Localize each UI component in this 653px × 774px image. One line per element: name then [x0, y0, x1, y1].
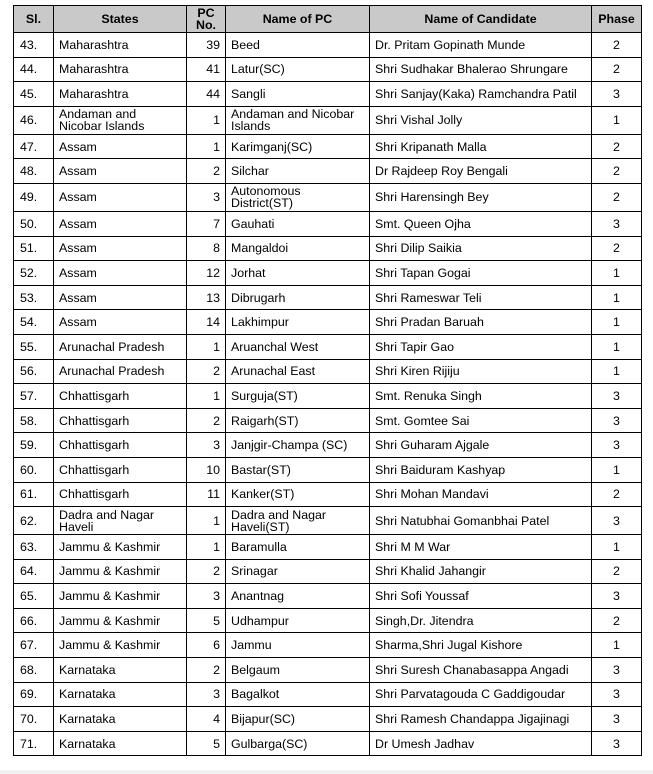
- cell-candidate: Smt. Renuka Singh: [370, 384, 592, 409]
- cell-candidate: Shri Ramesh Chandappa Jigajinagi: [370, 707, 592, 732]
- cell-state: Assam: [54, 236, 187, 261]
- cell-state: Maharashtra: [54, 82, 187, 107]
- cell-state: Jammu & Kashmir: [54, 633, 187, 658]
- cell-candidate: Shri Suresh Chanabasappa Angadi: [370, 658, 592, 683]
- cell-candidate: Shri Kiren Rijiju: [370, 359, 592, 384]
- cell-pc-no: 2: [187, 359, 226, 384]
- table-row: [14, 559, 642, 584]
- cell-sl: 54.: [14, 310, 54, 335]
- cell-candidate: Dr Rajdeep Roy Bengali: [370, 159, 592, 184]
- cell-phase: 3: [592, 82, 642, 107]
- cell-pc-no: 12: [187, 261, 226, 286]
- cell-state: Jammu & Kashmir: [54, 608, 187, 633]
- cell-phase: 1: [592, 457, 642, 482]
- cell-sl: 63.: [14, 535, 54, 560]
- cell-phase: 3: [592, 707, 642, 732]
- cell-pc-name: Autonomous District(ST): [226, 183, 370, 211]
- cell-state: Karnataka: [54, 731, 187, 756]
- cell-pc-no: 10: [187, 457, 226, 482]
- cell-state: Chhattisgarh: [54, 408, 187, 433]
- header-sl: Sl.: [14, 6, 54, 33]
- cell-pc-name: Gauhati: [226, 211, 370, 236]
- cell-phase: 2: [592, 482, 642, 507]
- cell-pc-no: 3: [187, 433, 226, 458]
- cell-pc-name: Andaman and Nicobar Islands: [226, 106, 370, 134]
- cell-phase: 1: [592, 334, 642, 359]
- table-row: [14, 408, 642, 433]
- cell-state: Maharashtra: [54, 57, 187, 82]
- cell-sl: 69.: [14, 682, 54, 707]
- table-row: [14, 608, 642, 633]
- cell-pc-name: Sangli: [226, 82, 370, 107]
- cell-phase: 3: [592, 433, 642, 458]
- cell-sl: 59.: [14, 433, 54, 458]
- cell-pc-no: 1: [187, 507, 226, 535]
- cell-candidate: Sharma,Shri Jugal Kishore: [370, 633, 592, 658]
- cell-state: Jammu & Kashmir: [54, 559, 187, 584]
- cell-pc-name: Latur(SC): [226, 57, 370, 82]
- cell-candidate: Dr. Pritam Gopinath Munde: [370, 33, 592, 58]
- cell-candidate: Dr Umesh Jadhav: [370, 731, 592, 756]
- cell-candidate: Shri Tapir Gao: [370, 334, 592, 359]
- cell-pc-no: 39: [187, 33, 226, 58]
- cell-state: Assam: [54, 211, 187, 236]
- table-row: [14, 334, 642, 359]
- cell-sl: 66.: [14, 608, 54, 633]
- cell-candidate: Shri Baiduram Kashyap: [370, 457, 592, 482]
- table-row: [14, 507, 642, 535]
- cell-phase: 3: [592, 384, 642, 409]
- cell-state: Karnataka: [54, 707, 187, 732]
- table-row: [14, 682, 642, 707]
- cell-sl: 68.: [14, 658, 54, 683]
- cell-sl: 43.: [14, 33, 54, 58]
- cell-phase: 3: [592, 658, 642, 683]
- cell-pc-no: 3: [187, 584, 226, 609]
- cell-pc-name: Belgaum: [226, 658, 370, 683]
- cell-candidate: Shri Sudhakar Bhalerao Shrungare: [370, 57, 592, 82]
- cell-state: Andaman and Nicobar Islands: [54, 106, 187, 134]
- cell-sl: 67.: [14, 633, 54, 658]
- cell-pc-name: Jorhat: [226, 261, 370, 286]
- cell-candidate: Shri Sofi Youssaf: [370, 584, 592, 609]
- table-row: [14, 159, 642, 184]
- page-bottom-band: [0, 770, 653, 774]
- cell-pc-name: Dibrugarh: [226, 285, 370, 310]
- cell-state: Chhattisgarh: [54, 482, 187, 507]
- cell-pc-name: Udhampur: [226, 608, 370, 633]
- cell-pc-no: 41: [187, 57, 226, 82]
- table-row: [14, 359, 642, 384]
- cell-pc-name: Mangaldoi: [226, 236, 370, 261]
- cell-phase: 3: [592, 731, 642, 756]
- cell-pc-no: 1: [187, 334, 226, 359]
- cell-pc-no: 2: [187, 658, 226, 683]
- cell-pc-name: Silchar: [226, 159, 370, 184]
- cell-candidate: Shri Natubhai Gomanbhai Patel: [370, 507, 592, 535]
- cell-state: Assam: [54, 310, 187, 335]
- cell-pc-no: 2: [187, 159, 226, 184]
- cell-candidate: Shri Sanjay(Kaka) Ramchandra Patil: [370, 82, 592, 107]
- cell-sl: 56.: [14, 359, 54, 384]
- cell-pc-name: Janjgir-Champa (SC): [226, 433, 370, 458]
- cell-pc-no: 2: [187, 559, 226, 584]
- cell-state: Assam: [54, 134, 187, 159]
- cell-sl: 55.: [14, 334, 54, 359]
- cell-candidate: Smt. Gomtee Sai: [370, 408, 592, 433]
- cell-phase: 1: [592, 285, 642, 310]
- header-name-of-candidate: Name of Candidate: [370, 6, 592, 33]
- table-row: [14, 384, 642, 409]
- cell-phase: 1: [592, 633, 642, 658]
- cell-state: Jammu & Kashmir: [54, 584, 187, 609]
- cell-phase: 2: [592, 608, 642, 633]
- cell-state: Jammu & Kashmir: [54, 535, 187, 560]
- cell-sl: 65.: [14, 584, 54, 609]
- cell-candidate: Shri Kripanath Malla: [370, 134, 592, 159]
- table-row: [14, 261, 642, 286]
- cell-sl: 62.: [14, 507, 54, 535]
- cell-pc-name: Dadra and Nagar Haveli(ST): [226, 507, 370, 535]
- table-row: [14, 57, 642, 82]
- table-row: [14, 285, 642, 310]
- cell-state: Dadra and Nagar Haveli: [54, 507, 187, 535]
- cell-pc-name: Raigarh(ST): [226, 408, 370, 433]
- cell-pc-name: Jammu: [226, 633, 370, 658]
- cell-pc-name: Baramulla: [226, 535, 370, 560]
- cell-pc-no: 1: [187, 535, 226, 560]
- cell-pc-no: 1: [187, 106, 226, 134]
- cell-pc-no: 11: [187, 482, 226, 507]
- cell-pc-name: Bastar(ST): [226, 457, 370, 482]
- cell-pc-no: 14: [187, 310, 226, 335]
- cell-sl: 58.: [14, 408, 54, 433]
- cell-pc-no: 5: [187, 731, 226, 756]
- cell-sl: 44.: [14, 57, 54, 82]
- table-row: [14, 82, 642, 107]
- cell-sl: 64.: [14, 559, 54, 584]
- cell-sl: 48.: [14, 159, 54, 184]
- table-row: [14, 211, 642, 236]
- cell-sl: 51.: [14, 236, 54, 261]
- table-row: [14, 633, 642, 658]
- cell-pc-name: Anantnag: [226, 584, 370, 609]
- cell-state: Assam: [54, 183, 187, 211]
- cell-state: Karnataka: [54, 658, 187, 683]
- cell-pc-no: 7: [187, 211, 226, 236]
- table-row: [14, 658, 642, 683]
- cell-sl: 49.: [14, 183, 54, 211]
- cell-phase: 2: [592, 183, 642, 211]
- cell-candidate: Shri M M War: [370, 535, 592, 560]
- cell-candidate: Shri Harensingh Bey: [370, 183, 592, 211]
- cell-pc-no: 2: [187, 408, 226, 433]
- cell-pc-name: Bijapur(SC): [226, 707, 370, 732]
- cell-pc-no: 4: [187, 707, 226, 732]
- cell-pc-no: 3: [187, 183, 226, 211]
- cell-phase: 3: [592, 408, 642, 433]
- cell-candidate: Shri Tapan Gogai: [370, 261, 592, 286]
- cell-pc-name: Aruanchal West: [226, 334, 370, 359]
- cell-sl: 50.: [14, 211, 54, 236]
- cell-sl: 60.: [14, 457, 54, 482]
- table-row: [14, 584, 642, 609]
- cell-state: Assam: [54, 285, 187, 310]
- table-row: [14, 457, 642, 482]
- cell-pc-name: Beed: [226, 33, 370, 58]
- cell-state: Assam: [54, 261, 187, 286]
- cell-state: Karnataka: [54, 682, 187, 707]
- cell-pc-no: 1: [187, 384, 226, 409]
- cell-sl: 52.: [14, 261, 54, 286]
- cell-phase: 3: [592, 682, 642, 707]
- table-body: [14, 33, 642, 756]
- cell-state: Chhattisgarh: [54, 433, 187, 458]
- table-row: [14, 310, 642, 335]
- cell-pc-name: Surguja(ST): [226, 384, 370, 409]
- header-states: States: [54, 6, 187, 33]
- table-header-row: [14, 6, 642, 33]
- cell-pc-name: Arunachal East: [226, 359, 370, 384]
- cell-sl: 45.: [14, 82, 54, 107]
- table-row: [14, 707, 642, 732]
- header-phase: Phase: [592, 6, 642, 33]
- cell-candidate: Shri Khalid Jahangir: [370, 559, 592, 584]
- table-row: [14, 482, 642, 507]
- cell-pc-name: Bagalkot: [226, 682, 370, 707]
- cell-phase: 1: [592, 106, 642, 134]
- cell-phase: 3: [592, 211, 642, 236]
- cell-phase: 1: [592, 535, 642, 560]
- cell-state: Chhattisgarh: [54, 384, 187, 409]
- cell-candidate: Shri Vishal Jolly: [370, 106, 592, 134]
- cell-pc-name: Karimganj(SC): [226, 134, 370, 159]
- header-pc-no: PC No.: [187, 6, 226, 33]
- cell-sl: 46.: [14, 106, 54, 134]
- cell-pc-no: 8: [187, 236, 226, 261]
- header-name-of-pc: Name of PC: [226, 6, 370, 33]
- cell-candidate: Shri Pradan Baruah: [370, 310, 592, 335]
- cell-phase: 2: [592, 134, 642, 159]
- cell-candidate: Smt. Queen Ojha: [370, 211, 592, 236]
- candidate-table-container: [13, 5, 642, 756]
- cell-pc-name: Srinagar: [226, 559, 370, 584]
- table-row: [14, 433, 642, 458]
- cell-pc-no: 44: [187, 82, 226, 107]
- cell-pc-no: 1: [187, 134, 226, 159]
- cell-phase: 2: [592, 57, 642, 82]
- table-row: [14, 731, 642, 756]
- cell-sl: 53.: [14, 285, 54, 310]
- cell-state: Chhattisgarh: [54, 457, 187, 482]
- cell-candidate: Singh,Dr. Jitendra: [370, 608, 592, 633]
- candidate-table: [13, 5, 642, 756]
- cell-sl: 61.: [14, 482, 54, 507]
- table-row: [14, 535, 642, 560]
- cell-candidate: Shri Rameswar Teli: [370, 285, 592, 310]
- cell-phase: 3: [592, 507, 642, 535]
- cell-pc-no: 5: [187, 608, 226, 633]
- table-row: [14, 134, 642, 159]
- cell-phase: 1: [592, 310, 642, 335]
- cell-candidate: Shri Mohan Mandavi: [370, 482, 592, 507]
- cell-pc-name: Lakhimpur: [226, 310, 370, 335]
- cell-pc-no: 6: [187, 633, 226, 658]
- cell-state: Assam: [54, 159, 187, 184]
- cell-sl: 70.: [14, 707, 54, 732]
- cell-candidate: Shri Guharam Ajgale: [370, 433, 592, 458]
- cell-phase: 1: [592, 359, 642, 384]
- cell-state: Maharashtra: [54, 33, 187, 58]
- cell-pc-no: 3: [187, 682, 226, 707]
- cell-phase: 2: [592, 33, 642, 58]
- table-row: [14, 183, 642, 211]
- cell-phase: 2: [592, 236, 642, 261]
- cell-pc-no: 13: [187, 285, 226, 310]
- cell-phase: 3: [592, 584, 642, 609]
- table-row: [14, 106, 642, 134]
- cell-candidate: Shri Dilip Saikia: [370, 236, 592, 261]
- cell-pc-name: Kanker(ST): [226, 482, 370, 507]
- table-row: [14, 236, 642, 261]
- cell-phase: 2: [592, 159, 642, 184]
- cell-sl: 71.: [14, 731, 54, 756]
- cell-sl: 57.: [14, 384, 54, 409]
- table-row: [14, 33, 642, 58]
- cell-state: Arunachal Pradesh: [54, 334, 187, 359]
- cell-sl: 47.: [14, 134, 54, 159]
- cell-phase: 2: [592, 559, 642, 584]
- cell-pc-name: Gulbarga(SC): [226, 731, 370, 756]
- cell-candidate: Shri Parvatagouda C Gaddigoudar: [370, 682, 592, 707]
- cell-phase: 1: [592, 261, 642, 286]
- cell-state: Arunachal Pradesh: [54, 359, 187, 384]
